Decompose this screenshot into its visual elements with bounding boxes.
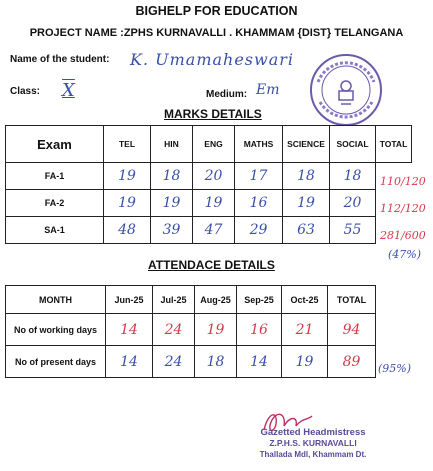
col-header-hin: HIN xyxy=(151,126,193,163)
score-cell: 19 xyxy=(104,190,151,217)
working-days-cell: 19 xyxy=(195,314,237,346)
present-days-cell: 19 xyxy=(282,346,328,378)
score-cell: 48 xyxy=(104,217,151,244)
stamp-line-3: Thallada Mdl, Khammam Dt. xyxy=(259,450,367,459)
score-cell: 20 xyxy=(330,190,376,217)
present-days-cell: 24 xyxy=(153,346,195,378)
working-days-total: 94 xyxy=(328,314,376,346)
col-header-sep: Sep-25 xyxy=(237,286,282,314)
score-cell: 18 xyxy=(283,163,330,190)
col-header-aug: Aug-25 xyxy=(195,286,237,314)
col-header-eng: ENG xyxy=(193,126,235,163)
score-cell: 19 xyxy=(283,190,330,217)
table-row xyxy=(6,163,412,190)
fa1-total: 110/120 xyxy=(380,175,426,188)
col-header-exam: Exam xyxy=(6,126,104,163)
exam-label: FA-2 xyxy=(6,190,104,217)
headmistress-stamp xyxy=(248,427,378,460)
score-cell: 18 xyxy=(151,163,193,190)
col-header-att-total: TOTAL xyxy=(328,286,376,314)
col-header-month: MONTH xyxy=(6,286,106,314)
working-days-cell: 21 xyxy=(282,314,328,346)
project-title: PROJECT NAME :ZPHS KURNAVALLI . KHAMMAM {DIST} TELANGANA xyxy=(29,27,404,39)
table-row xyxy=(6,314,376,346)
col-header-science: SCIENCE xyxy=(283,126,330,163)
col-header-jun: Jun-25 xyxy=(106,286,153,314)
table-row xyxy=(6,217,412,244)
score-cell: 29 xyxy=(235,217,283,244)
present-days-cell: 14 xyxy=(237,346,282,378)
fa2-total: 112/120 xyxy=(380,202,426,215)
attendance-table xyxy=(5,285,376,378)
stamp-line-1: Gazetted Headmistress xyxy=(260,427,366,438)
score-cell: 19 xyxy=(151,190,193,217)
school-seal xyxy=(308,52,384,128)
stamp-line-2: Z.P.H.S. KURNAVALLI xyxy=(269,438,357,448)
score-cell: 17 xyxy=(235,163,283,190)
student-name-label: Name of the student: xyxy=(10,54,110,65)
marks-percent-note: (47%) xyxy=(388,248,422,261)
col-header-total: TOTAL xyxy=(376,126,412,163)
working-days-cell: 16 xyxy=(237,314,282,346)
present-days-total: 89 xyxy=(328,346,376,378)
score-cell: 47 xyxy=(193,217,235,244)
present-days-label: No of present days xyxy=(6,346,106,378)
class-label: Class: xyxy=(10,86,41,97)
attendance-section-title: ATTENDACE DETAILS xyxy=(148,258,275,272)
score-cell: 18 xyxy=(330,163,376,190)
class-value: X xyxy=(62,80,75,101)
org-title: BIGHELP FOR EDUCATION xyxy=(135,4,298,18)
score-cell: 39 xyxy=(151,217,193,244)
sa1-total: 281/600 xyxy=(380,229,426,242)
medium-value: Em xyxy=(256,82,280,98)
score-cell: 20 xyxy=(193,163,235,190)
working-days-label: No of working days xyxy=(6,314,106,346)
present-days-cell: 18 xyxy=(195,346,237,378)
col-header-jul: Jul-25 xyxy=(153,286,195,314)
table-row xyxy=(6,346,376,378)
score-cell: 55 xyxy=(330,217,376,244)
exam-label: FA-1 xyxy=(6,163,104,190)
working-days-cell: 24 xyxy=(153,314,195,346)
table-row xyxy=(6,190,412,217)
col-header-oct: Oct-25 xyxy=(282,286,328,314)
working-days-cell: 14 xyxy=(106,314,153,346)
score-cell: 19 xyxy=(193,190,235,217)
score-cell: 19 xyxy=(104,163,151,190)
exam-label: SA-1 xyxy=(6,217,104,244)
score-cell: 16 xyxy=(235,190,283,217)
score-cell: 63 xyxy=(283,217,330,244)
marks-table xyxy=(5,125,412,244)
col-header-tel: TEL xyxy=(104,126,151,163)
marks-section-title: MARKS DETAILS xyxy=(164,107,262,121)
student-name-value: K. Umamaheswari xyxy=(130,50,295,69)
present-days-cell: 14 xyxy=(106,346,153,378)
col-header-maths: MATHS xyxy=(235,126,283,163)
medium-label: Medium: xyxy=(206,89,248,100)
attendance-percent-note: (95%) xyxy=(378,362,412,375)
col-header-social: SOCIAL xyxy=(330,126,376,163)
